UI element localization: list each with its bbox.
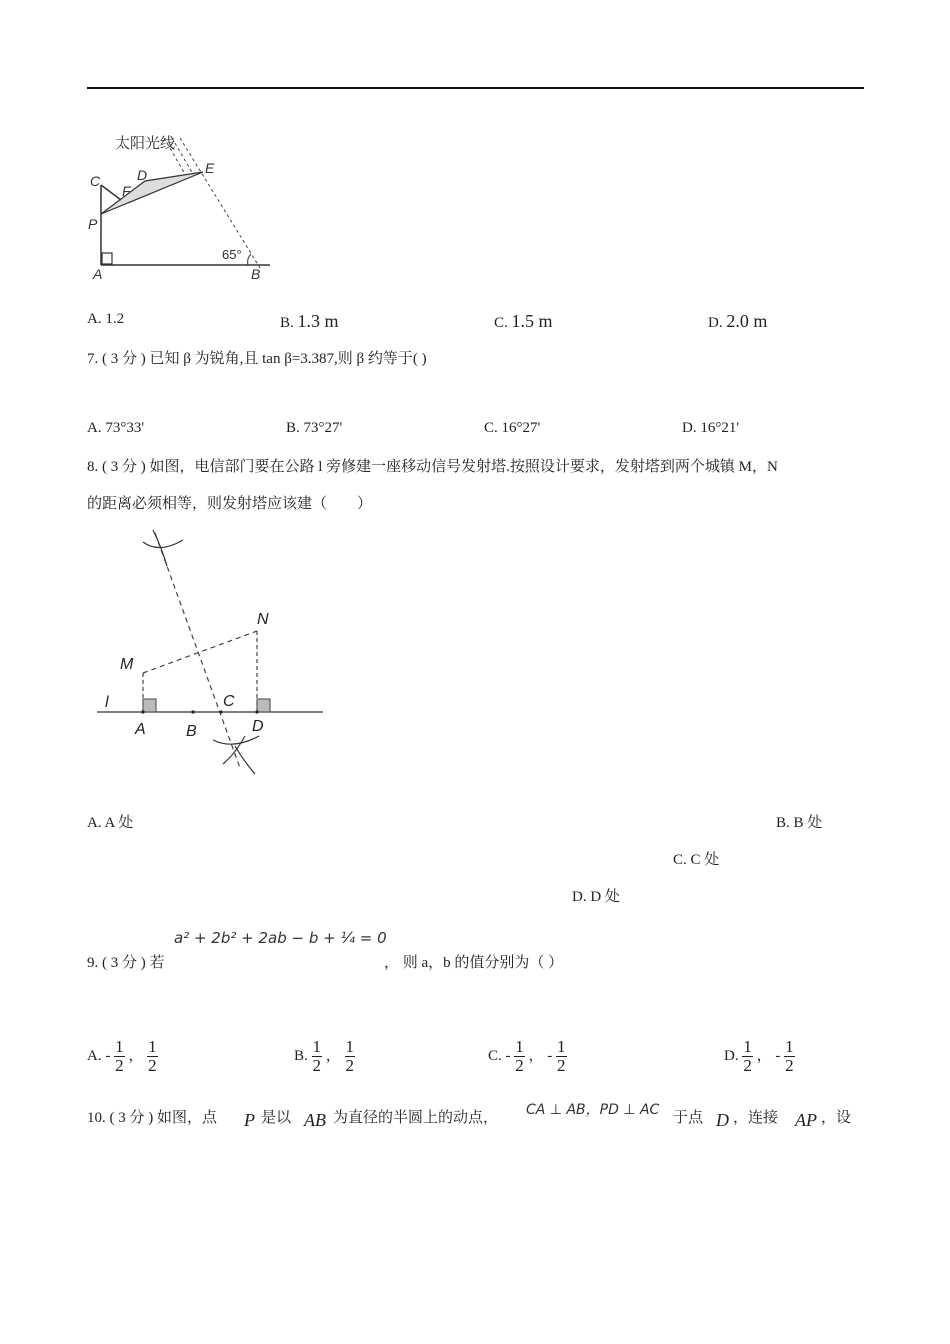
q10-segment-ap: AP (795, 1110, 817, 1130)
sign: - (547, 1047, 553, 1064)
fraction-b: $\frac{1}{2}$ (148, 1037, 157, 1075)
point-N: N (257, 611, 269, 628)
comma: ， (128, 1047, 144, 1064)
option-value: 73°33' (105, 420, 145, 436)
option-value: 1.5 m (511, 311, 553, 331)
fraction-b: $\frac{1}{2}$ (345, 1037, 355, 1075)
q6-option-b[interactable] (280, 311, 339, 332)
figure-tower-location (95, 528, 330, 776)
option-letter: B. (286, 420, 300, 436)
option-value: 1.2 (105, 311, 125, 327)
q10-condition: CA ⊥ AB，PD ⊥ AC (526, 1102, 660, 1118)
q7-option-b[interactable] (286, 420, 342, 437)
option-letter: A. (87, 311, 102, 327)
q7-stem: 7. ( 3 分 ) 已知 β 为锐角,且 tan β=3.387,则 β 约等于( ) (87, 351, 427, 367)
point-B: B (186, 723, 197, 740)
option-letter: C. (488, 1047, 502, 1064)
q10-prefix: 10. ( 3 分 ) 如图，点 (87, 1110, 217, 1126)
sign: - (505, 1047, 511, 1064)
q10-point-p: P (244, 1110, 255, 1130)
fraction-a: $\frac{1}{2}$ (115, 1037, 124, 1075)
point-A: A (135, 721, 146, 738)
q7-option-a[interactable] (87, 420, 144, 437)
fraction-a: $\frac{1}{2}$ (743, 1037, 752, 1075)
q10-text4: ，连接 (733, 1110, 779, 1126)
q10-segment-ab: AB (304, 1110, 326, 1130)
comma: ， (325, 1047, 341, 1064)
sun-ray-label: 太阳光线 (115, 135, 176, 152)
fraction-b: $\frac{1}{2}$ (557, 1037, 566, 1075)
q8-stem-line2: 的距离必须相等，则发射塔应该建（ ） (87, 496, 373, 512)
q9-option-c[interactable] (488, 1038, 567, 1075)
option-letter: A. (87, 815, 102, 831)
q9-equation: a² + 2b² + 2ab − b + ¼ = 0 (174, 929, 387, 947)
q6-option-a[interactable] (87, 311, 124, 328)
point-P: P (88, 216, 98, 232)
option-value: A 处 (104, 815, 134, 831)
header-rule (87, 87, 864, 89)
option-letter: A. (87, 1047, 102, 1064)
option-letter: D. (724, 1047, 739, 1064)
point-C: C (90, 173, 101, 189)
q10-point-d: D (716, 1110, 729, 1130)
q8-option-c[interactable] (673, 848, 719, 869)
fraction-b: $\frac{1}{2}$ (785, 1037, 794, 1075)
option-letter: A. (87, 420, 102, 436)
q9-option-b[interactable] (294, 1038, 355, 1075)
option-letter: B. (280, 315, 294, 331)
point-B: B (251, 266, 261, 282)
q9-stem-prefix: 9. ( 3 分 ) 若 (87, 955, 165, 971)
option-letter: C. (484, 420, 498, 436)
option-value: 1.3 m (297, 311, 339, 331)
q9-option-d[interactable] (724, 1038, 795, 1075)
option-letter: B. (776, 815, 790, 831)
line-l-label: l (105, 694, 109, 711)
option-letter: D. (572, 889, 587, 905)
q8-option-b[interactable] (776, 811, 822, 832)
sign: - (105, 1047, 111, 1064)
point-D: D (252, 718, 264, 735)
option-letter: D. (708, 315, 723, 331)
q6-option-c[interactable] (494, 311, 553, 332)
q10-text3: 于点 (673, 1110, 704, 1126)
point-C: C (223, 693, 235, 710)
q7-option-c[interactable] (484, 420, 540, 437)
q9-stem-suffix: ， 则 a，b 的值分别为（ ） (384, 955, 564, 971)
point-F: F (122, 183, 131, 199)
option-value: 73°27' (303, 420, 343, 436)
q10-text5: ，设 (821, 1110, 852, 1126)
point-D: D (137, 167, 148, 183)
option-value: C 处 (690, 852, 720, 868)
angle-label: 65° (222, 247, 242, 262)
q7-option-d[interactable] (682, 420, 739, 437)
q8-option-d[interactable] (572, 885, 620, 906)
point-M: M (120, 656, 134, 673)
fraction-a: $\frac{1}{2}$ (515, 1037, 524, 1075)
q10-text1: 是以 (261, 1110, 292, 1126)
figure-sun-rays (85, 128, 285, 286)
fraction-a: $\frac{1}{2}$ (312, 1037, 322, 1075)
option-letter: C. (673, 852, 687, 868)
option-value: 16°21' (700, 420, 740, 436)
q8-stem-line1: 8. ( 3 分 ) 如图，电信部门要在公路 l 旁修建一座移动信号发射塔.按照设计要求，发射塔到两个城镇 M，N (87, 459, 778, 475)
q8-option-a[interactable] (87, 811, 133, 832)
option-letter: B. (294, 1047, 308, 1064)
point-E: E (205, 160, 215, 176)
option-value: 16°27' (501, 420, 541, 436)
q6-option-d[interactable] (708, 311, 767, 332)
option-value: 2.0 m (726, 311, 768, 331)
q9-option-a[interactable] (87, 1038, 158, 1075)
point-A: A (93, 266, 103, 282)
comma: ， (756, 1047, 772, 1064)
option-value: B 处 (793, 815, 823, 831)
q10-text2: 为直径的半圆上的动点， (333, 1110, 499, 1126)
option-letter: D. (682, 420, 697, 436)
sign: - (775, 1047, 781, 1064)
option-letter: C. (494, 315, 508, 331)
option-value: D 处 (590, 889, 620, 905)
comma: ， (528, 1047, 544, 1064)
